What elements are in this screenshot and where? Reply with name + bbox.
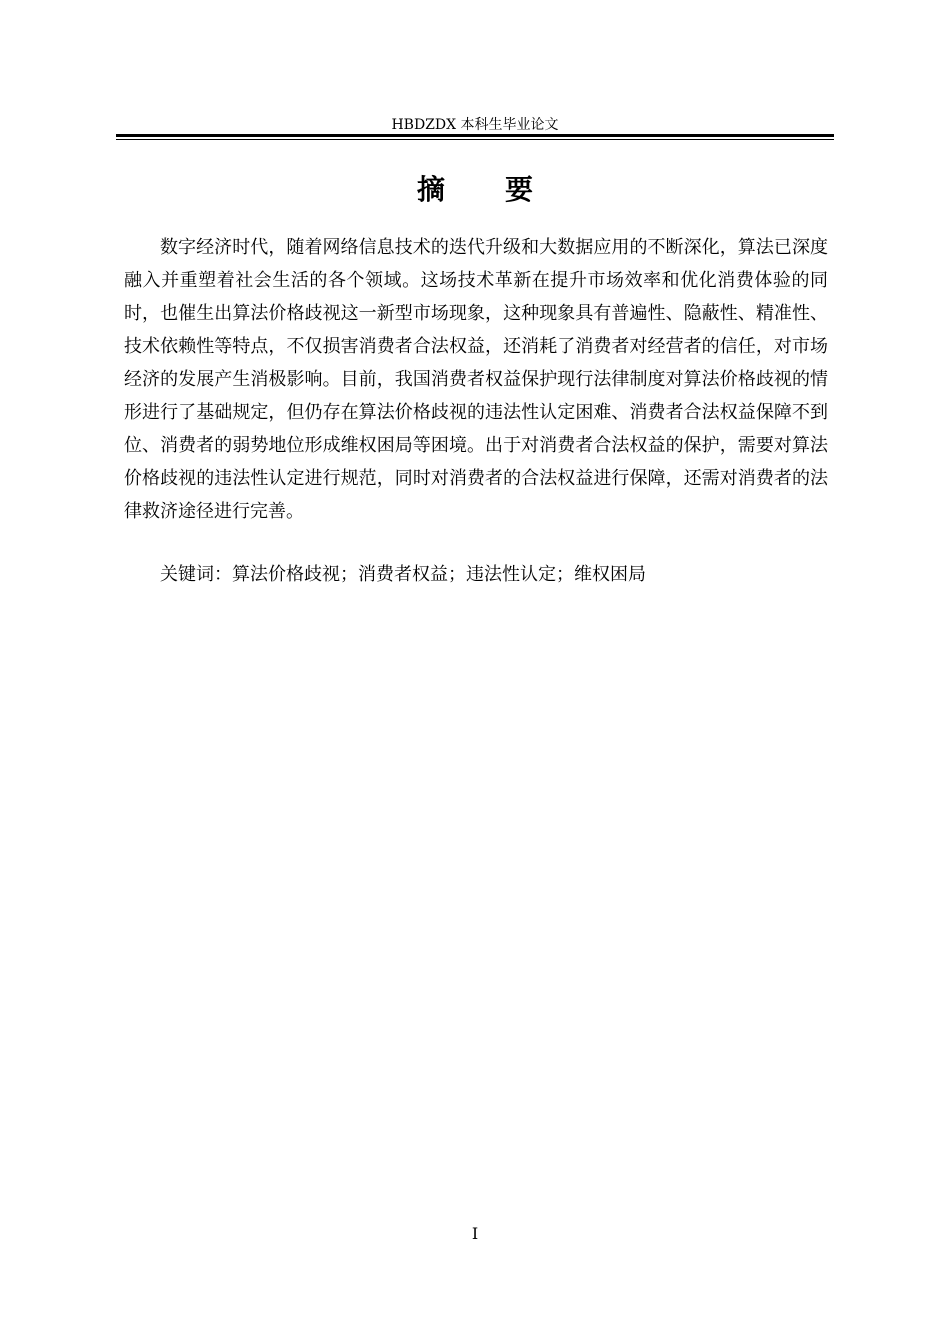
header-double-rule xyxy=(116,134,834,140)
keywords-list: 算法价格歧视；消费者权益；违法性认定；维权困局 xyxy=(232,564,646,585)
abstract-title: 摘要 xyxy=(416,173,593,206)
header-rule-thick xyxy=(116,134,834,137)
keywords-label: 关键词： xyxy=(160,564,232,585)
running-header-text: HBDZDX 本科生毕业论文 xyxy=(391,117,559,133)
keywords-line xyxy=(124,558,828,591)
header-rule-thin xyxy=(116,139,834,140)
abstract-body: 数字经济时代，随着网络信息技术的迭代升级和大数据应用的不断深化，算法已深度融入并重塑着社会生活的各个领域。这场技术革新在提升市场效率和优化消费体验的同时，也催生出算法价格歧视这一新型市场现象，这种现象具有普遍性、隐蔽性、精准性、技术依赖性等特点，不仅损害消费者合法权益，还消耗了消费者对经营者的信任，对市场经济的发展产生消极影响。目前，我国消费者权益保护现行法律制度对算法价格歧视的情形进行了基础规定，但仍存在算法价格歧视的违法性认定困难、消费者合法权益保障不到位、消费者的弱势地位形成维权困局等困境。出于对消费者合法权益的保护，需要对算法价格歧视的违法性认定进行规范，同时对消费者的合法权益进行保障，还需对消费者的法律救济途径进行完善。 xyxy=(124,237,828,522)
running-header xyxy=(116,116,834,134)
page-number: I xyxy=(471,1224,479,1243)
